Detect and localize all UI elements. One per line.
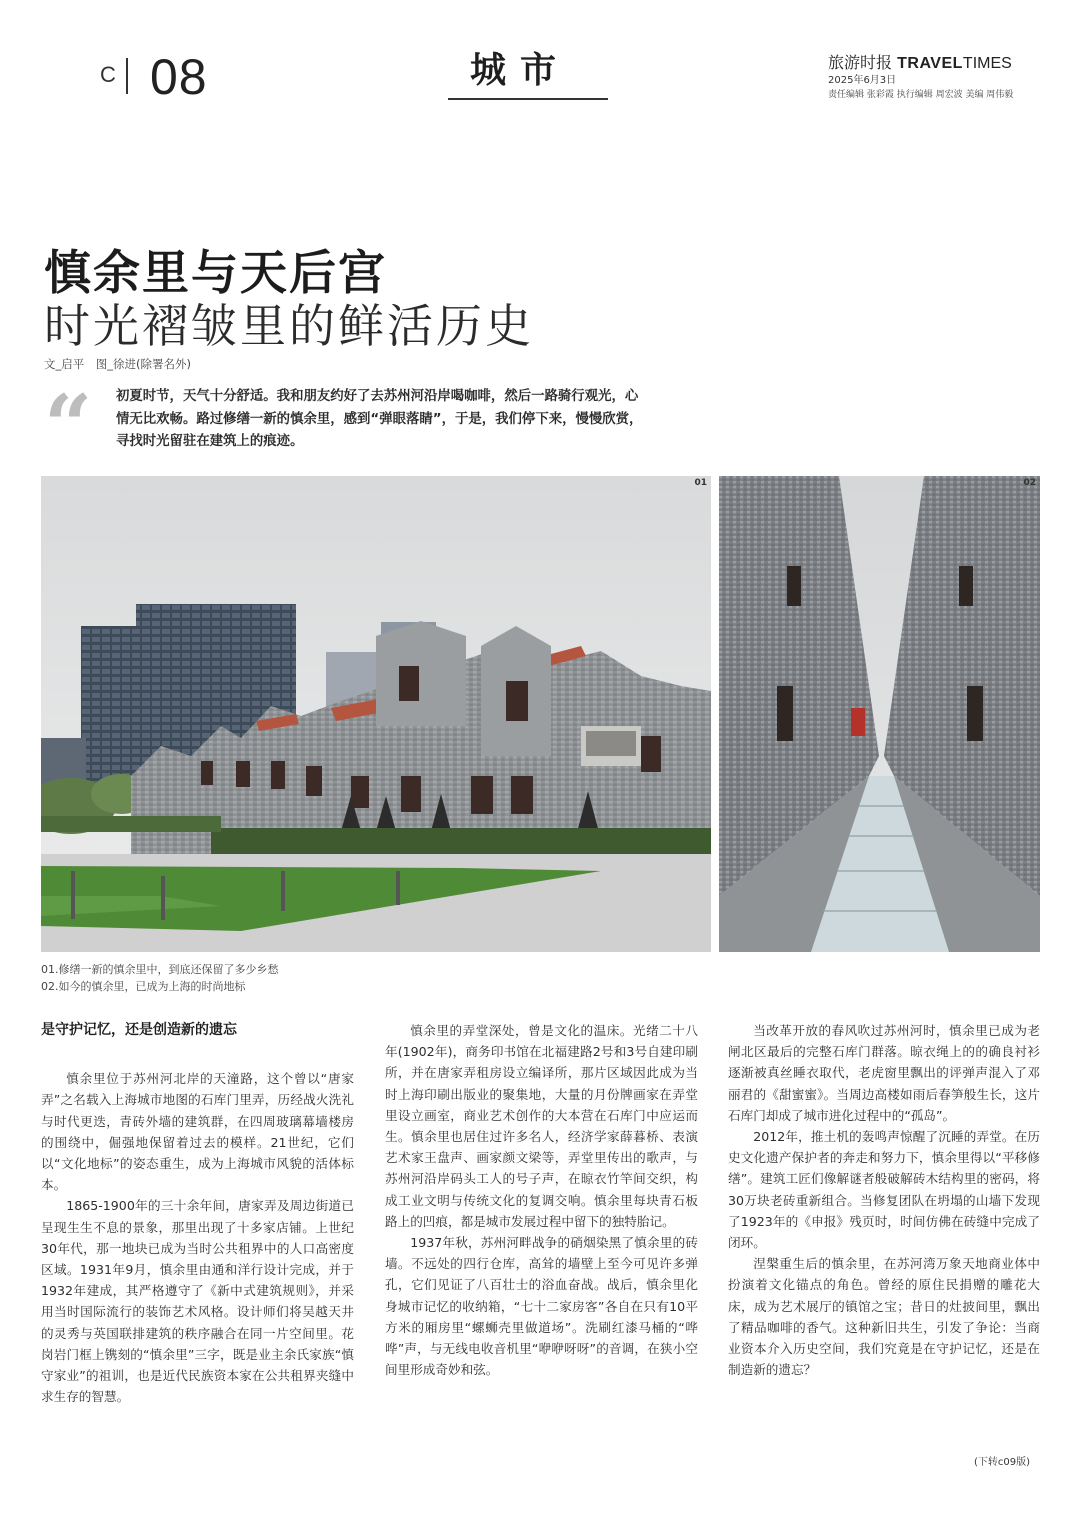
editors-line: 责任编辑 张彩霞 执行编辑 周宏波 美编 周伟毅	[828, 90, 1014, 100]
photo-shenyuli-lane	[719, 476, 1040, 952]
paragraph: 慎余里位于苏州河北岸的天潼路，这个曾以“唐家弄”之名载入上海城市地图的石库门里弄，历经战火洗礼与时代更迭，青砖外墙的建筑群，在四周玻璃幕墙楼房的围绕中，倔强地保留着过去的模样。21世纪，它们以“文化地标”的姿态重生，成为上海城市风貌的活体标本。	[41, 1071, 354, 1193]
headline: 慎余里与天后宫	[44, 246, 387, 301]
brand-english-bold: TRAVEL	[897, 55, 963, 72]
section-name: 城市	[470, 50, 571, 91]
section-underline	[448, 98, 608, 100]
brand-english-light: TIMES	[962, 55, 1012, 72]
article-column-2	[385, 1020, 698, 1380]
paragraph: 当改革开放的春风吹过苏州河时，慎余里已成为老闸北区最后的完整石库门群落。晾衣绳上的的确良衬衫逐渐被真丝睡衣取代，老虎窗里飘出的评弹声混入了邓丽君的《甜蜜蜜》。当周边高楼如雨后春笋般生长，这片石库门却成了城市进化过程中的“孤岛”。	[728, 1023, 1040, 1123]
page-number: 08	[150, 49, 208, 105]
lane-illustration	[719, 476, 1040, 952]
continued-note: (下转c09版)	[974, 1457, 1031, 1468]
subheadline: 时光褶皱里的鲜活历史	[44, 299, 534, 353]
brand-chinese: 旅游时报	[828, 53, 893, 72]
caption-1: 01.修缮一新的慎余里中，到底还保留了多少乡愁	[41, 963, 279, 976]
paragraph: 2012年，推土机的轰鸣声惊醒了沉睡的弄堂。在历史文化遗产保护者的奔走和努力下，慎余里得以“平移修缮”。建筑工匠们像解谜者般破解砖木结构里的密码，将30万块老砖重新组合。当修复团队在坍塌的山墙下发现了1923年的《申报》残页时，时间仿佛在砖缝中完成了闭环。	[728, 1129, 1040, 1251]
section-divider	[126, 58, 128, 94]
photo-captions	[41, 961, 279, 995]
intro-paragraph: 初夏时节，天气十分舒适。我和朋友约好了去苏州河沿岸喝咖啡，然后一路骑行观光，心情无比欢畅。路过修缮一新的慎余里，感到“弹眼落睛”，于是，我们停下来，慢慢欣赏，寻找时光留驻在建筑上的痕迹。	[116, 389, 643, 449]
section-letter: C	[100, 62, 116, 87]
paragraph: 1937年秋，苏州河畔战争的硝烟染黑了慎余里的砖墙。不远处的四行仓库，高耸的墙壁上至今可见许多弹孔，它们见证了八百壮士的浴血奋战。战后，慎余里化身城市记忆的收纳箱，“七十二家房客”各自在只有10平方米的厢房里“螺蛳壳里做道场”。洗刷红漆马桶的“哗哗”声，与无线电收音机里“咿咿呀呀”的音调，在狭小空间里形成奇妙和弦。	[385, 1235, 698, 1378]
article-subhead: 是守护记忆，还是创造新的遗忘	[41, 1022, 237, 1038]
paragraph: 1865-1900年的三十余年间，唐家弄及周边街道已呈现生生不息的景象，那里出现了十多家店铺。上世纪30年代，那一地块已成为当时公共租界中的人口高密度区域。1931年9月，慎余里由通和洋行设计完成，并于1932年建成，其严格遵守了《新中式建筑规则》，并采用当时国际流行的装饰艺术风格。设计师们将吴越天井的灵秀与英国联排建筑的秩序融合在同一片空间里。花岗岩门框上镌刻的“慎余里”三字，既是业主余氏家族“慎守家业”的祖训，也是近代民族资本家在公共租界夹缝中求生存的智慧。	[41, 1198, 354, 1405]
paragraph: 涅槃重生后的慎余里，在苏河湾万象天地商业体中扮演着文化锚点的角色。曾经的原住民捐赠的雕花大床，成为艺术展厅的镇馆之宝；昔日的灶披间里，飘出了精品咖啡的香气。这种新旧共生，引发了争论：当商业资本介入历史空间，我们究竟是在守护记忆，还是在制造新的遗忘？	[728, 1256, 1040, 1378]
paragraph: 慎余里的弄堂深处，曾是文化的温床。光绪二十八年(1902年)，商务印书馆在北福建路2号和3号自建印刷所，并在唐家弄租房设立编译所，那片区域因此成为当时上海印刷出版业的聚集地，大量的月份牌画家在弄堂里设立画室，商业艺术创作的大本营在石库门中应运而生。慎余里也居住过许多名人，经济学家薛暮桥、表演艺术家王盘声、画家颜文梁等，弄堂里传出的歌声，与苏州河沿岸码头工人的号子声，在晾衣竹竿间交织，构成工业文明与传统文化的复调交响。慎余里每块青石板路上的凹痕，都是城市发展过程中留下的独特胎记。	[385, 1023, 698, 1229]
photo-shenyuli-courtyard	[41, 476, 711, 952]
byline: 文_启平 图_徐进(除署名外)	[44, 357, 191, 371]
newspaper-brand	[828, 50, 1012, 73]
quote-mark-icon: “	[44, 376, 93, 475]
photo-2-number: 02	[1023, 478, 1036, 488]
photo-1-number: 01	[694, 478, 707, 488]
issue-date: 2025年6月3日	[828, 75, 897, 86]
courtyard-illustration	[41, 476, 711, 952]
article-column-3	[728, 1020, 1040, 1380]
article-column-1	[41, 1020, 354, 1407]
caption-2: 02.如今的慎余里，已成为上海的时尚地标	[41, 980, 246, 993]
